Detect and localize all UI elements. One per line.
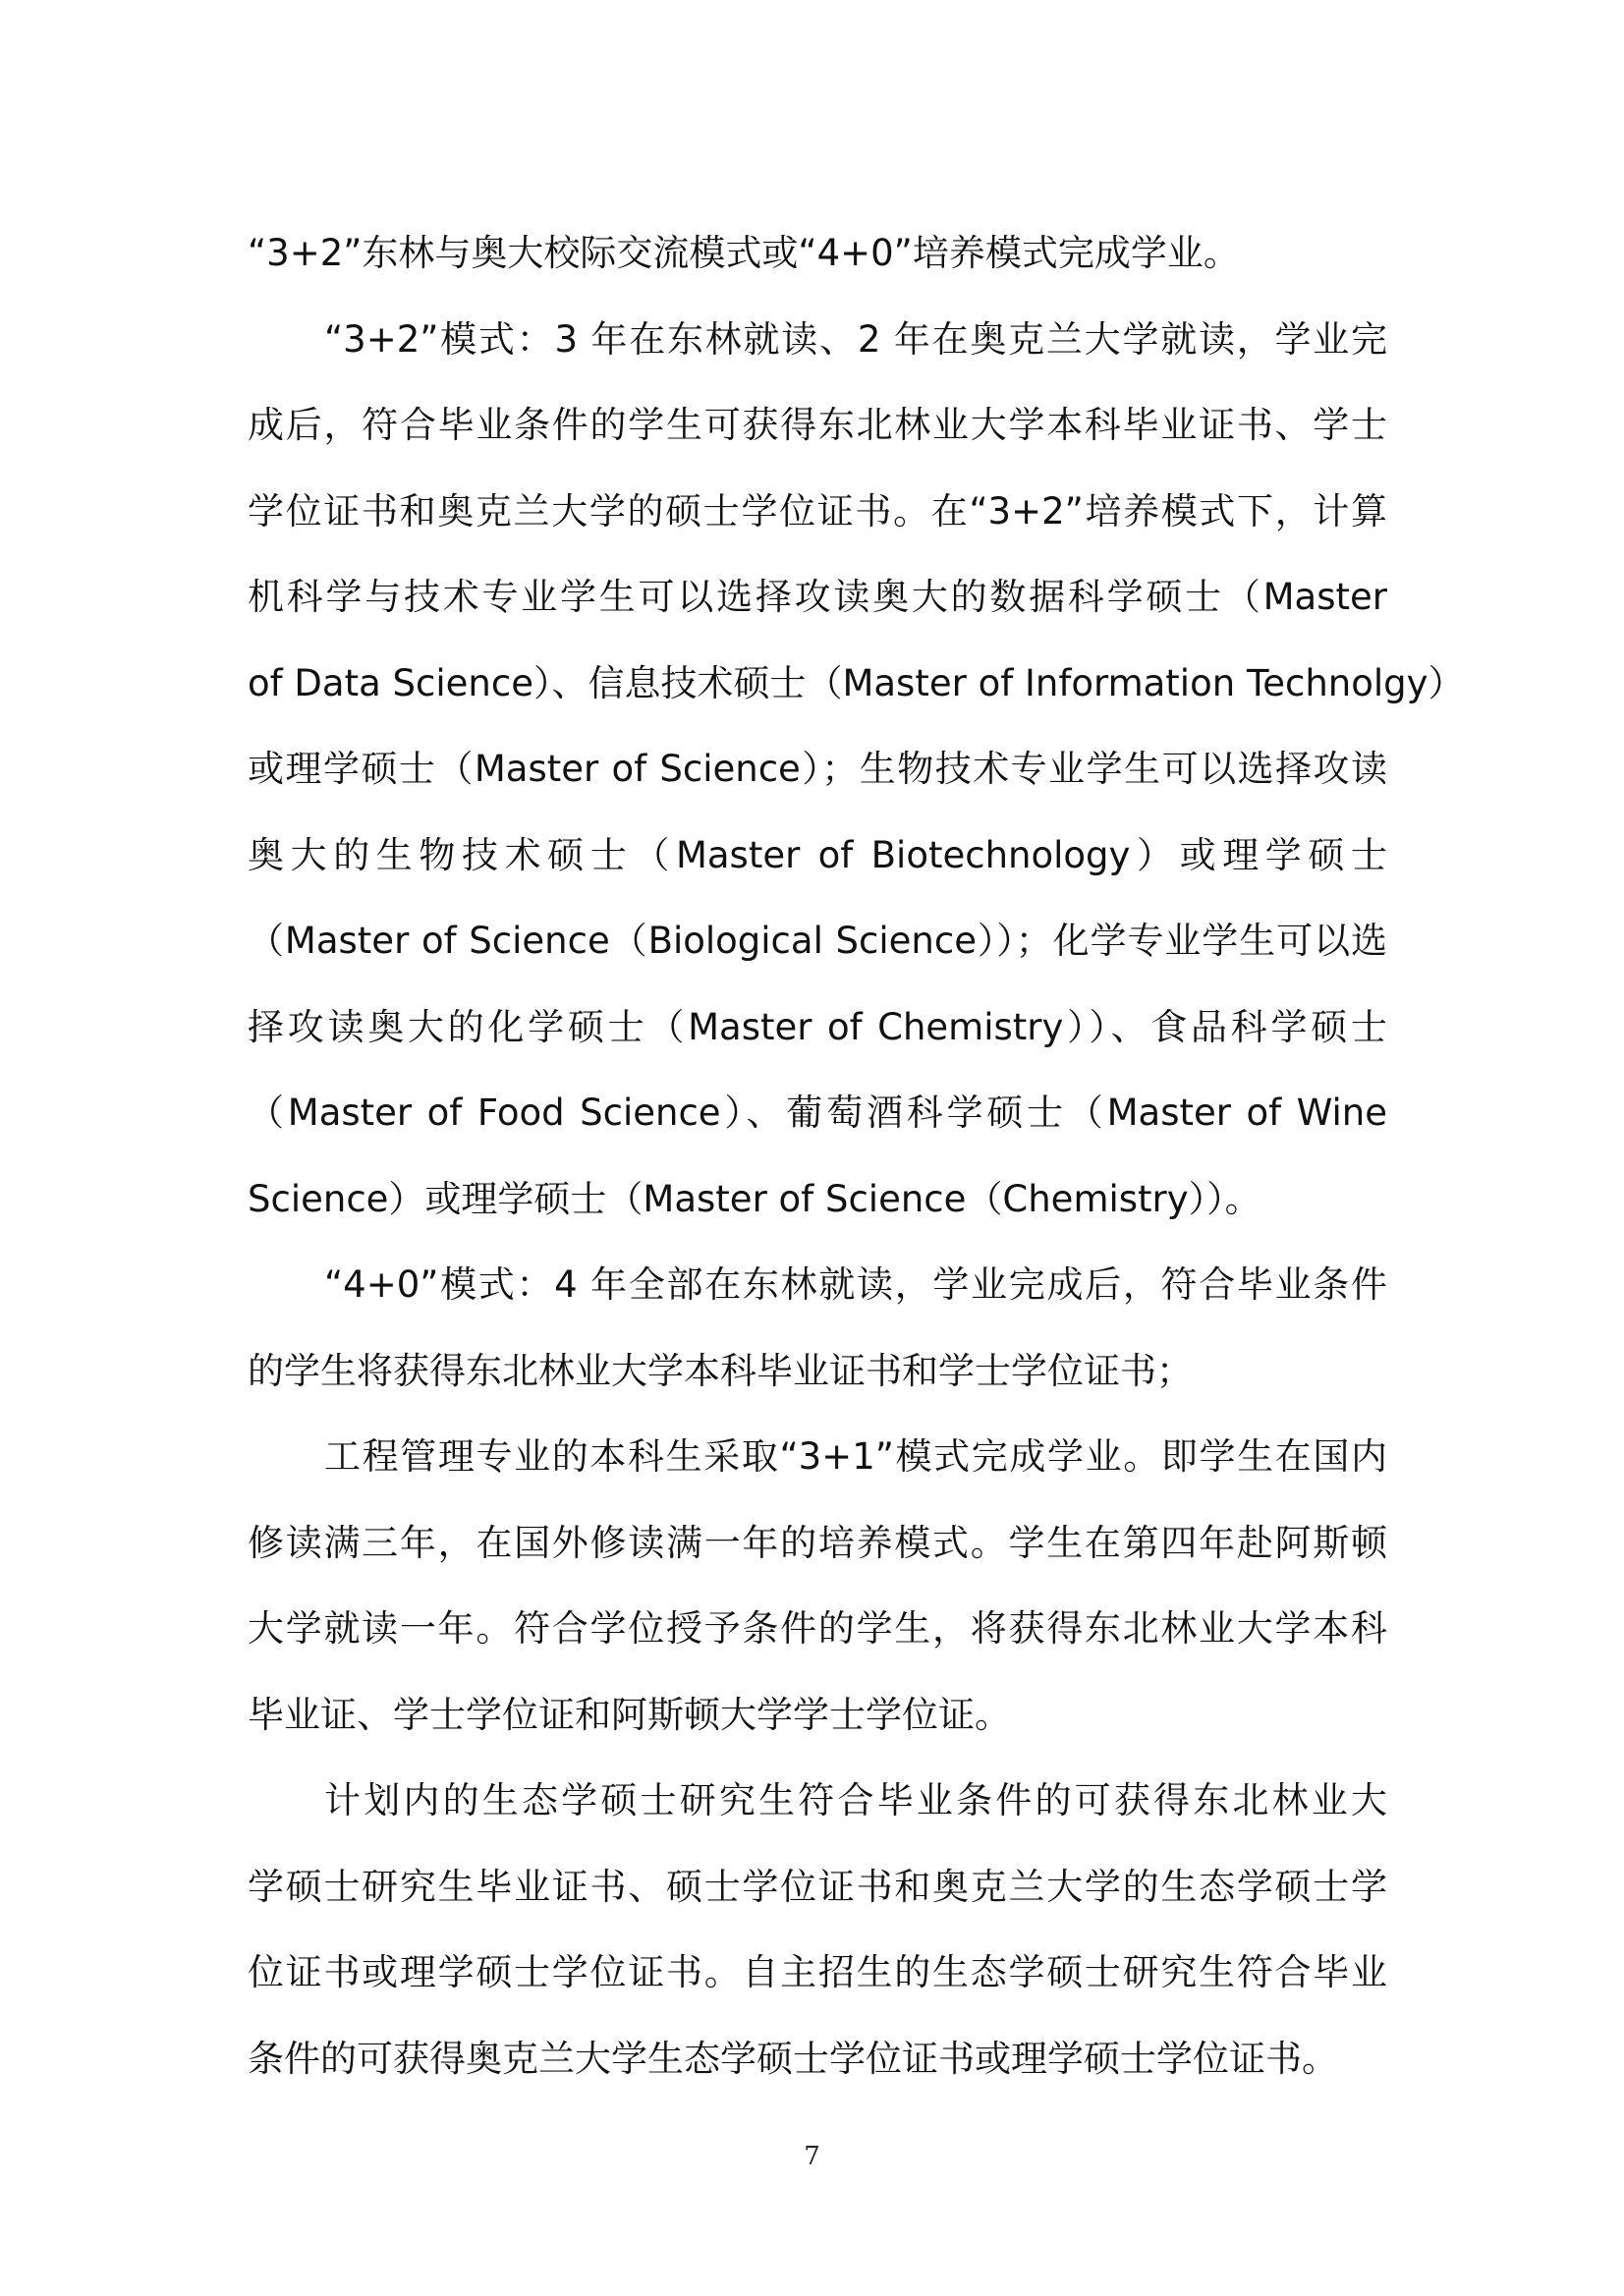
text-line: “3+2”东林与奥大校际交流模式或“4+0”培养模式完成学业。 — [248, 232, 1240, 274]
text-line: 机科学与技术专业学生可以选择攻读奥大的数据科学硕士（Master — [248, 576, 1387, 618]
text-line: 奥大的生物技术硕士（Master of Biotechnology）或理学硕士 — [248, 833, 1387, 876]
text-line: 学位证书和奥克兰大学的硕士学位证书。在“3+2”培养模式下，计算 — [248, 489, 1387, 532]
text-line: 择攻读奥大的化学硕士（Master of Chemistry））、食品科学硕士 — [248, 1005, 1387, 1048]
text-line: 工程管理专业的本科生采取“3+1”模式完成学业。即学生在国内 — [324, 1435, 1387, 1478]
text-line: 计划内的生态学硕士研究生符合毕业条件的可获得东北林业大 — [324, 1779, 1387, 1821]
text-line: 或理学硕士（Master of Science）；生物技术专业学生可以选择攻读 — [248, 748, 1387, 790]
text-line: 成后，符合毕业条件的学生可获得东北林业大学本科毕业证书、学士 — [248, 404, 1387, 446]
body-text — [248, 210, 1465, 2101]
text-line: Science）或理学硕士（Master of Science（Chemistry））。 — [248, 1177, 1261, 1220]
text-line: 大学就读一年。符合学位授予条件的学生，将获得东北林业大学本科 — [248, 1607, 1387, 1650]
text-line: （Master of Food Science）、葡萄酒科学硕士（Master of Wine — [248, 1092, 1387, 1134]
text-line: 的学生将获得东北林业大学本科毕业证书和学士学位证书； — [248, 1349, 1193, 1392]
text-line: 位证书或理学硕士学位证书。自主招生的生态学硕士研究生符合毕业 — [248, 1951, 1387, 1993]
text-line: 学硕士研究生毕业证书、硕士学位证书和奥克兰大学的生态学硕士学 — [248, 1865, 1387, 1908]
text-line: （Master of Science（Biological Science））；化学专业学生可以选 — [248, 920, 1387, 962]
text-line: 毕业证、学士学位证和阿斯顿大学学士学位证。 — [248, 1693, 1011, 1736]
text-line: 修读满三年，在国外修读满一年的培养模式。学生在第四年赴阿斯顿 — [248, 1521, 1387, 1564]
text-line: “3+2”模式：3 年在东林就读、2 年在奥克兰大学就读，学业完 — [324, 317, 1387, 361]
text-line: 条件的可获得奥克兰大学生态学硕士学位证书或理学硕士学位证书。 — [248, 2037, 1338, 2080]
page-number: 7 — [804, 2142, 820, 2171]
text-line: “4+0”模式：4 年全部在东林就读，学业完成后，符合毕业条件 — [324, 1263, 1387, 1306]
text-line: of Data Science）、信息技术硕士（Master of Information Technolgy） — [248, 661, 1465, 704]
